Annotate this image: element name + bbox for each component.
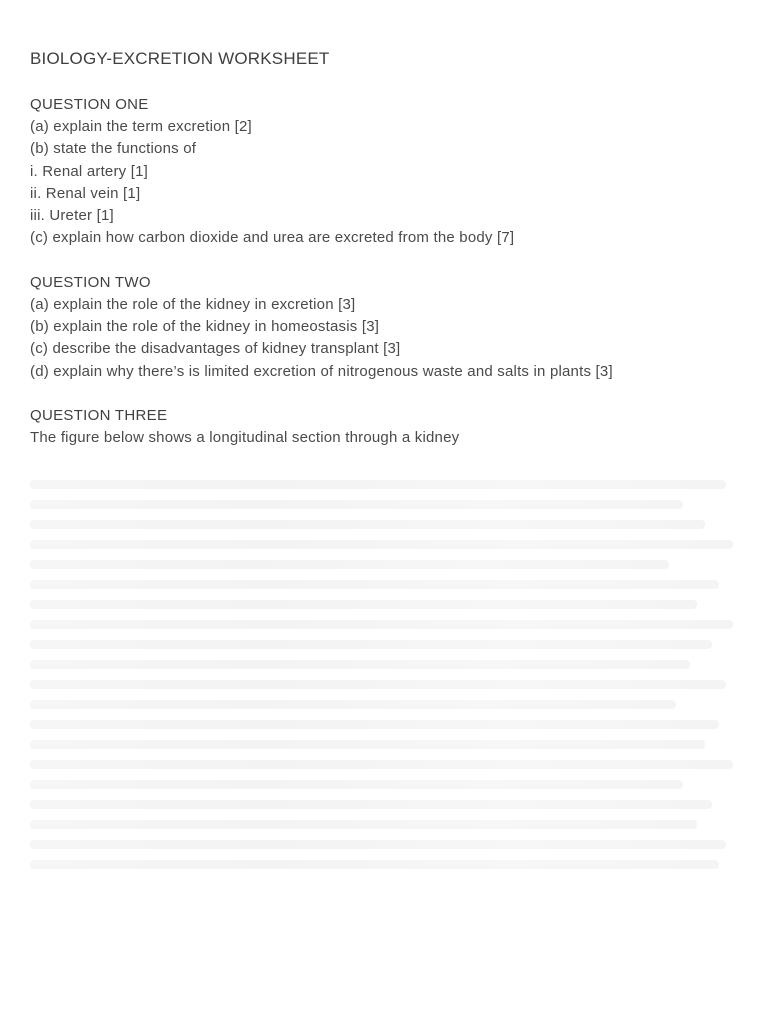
faded-text-line [30,600,697,609]
faded-text-line [30,580,719,589]
question-three-heading: QUESTION THREE [30,406,168,424]
faded-text-line [30,660,690,669]
question-two-heading: QUESTION TWO [30,273,151,291]
faded-text-line [30,540,733,549]
question-line: (b) explain the role of the kidney in homeostasis [3] [30,318,380,336]
question-line: iii. Ureter [1] [30,207,114,225]
faded-text-line [30,520,705,529]
worksheet-document [30,47,750,471]
question-line: (a) explain the role of the kidney in excretion [3] [30,295,356,313]
question-line: (a) explain the term excretion [2] [30,118,252,135]
faded-text-line [30,860,719,869]
faded-text-line [30,500,683,509]
faded-text-line [30,760,733,769]
question-line: i. Renal artery [1] [30,162,149,180]
faded-text-line [30,700,676,709]
question-one-section [30,94,750,250]
faded-background-text [30,480,740,910]
question-line: ii. Renal vein [1] [30,184,141,202]
faded-text-line [30,560,669,569]
question-line: (b) state the functions of [30,140,197,158]
question-line: The figure below shows a longitudinal section through a kidney [30,428,460,446]
faded-text-line [30,640,712,649]
faded-text-line [30,680,726,689]
question-two-section [30,272,750,383]
faded-text-line [30,740,705,749]
faded-text-line [30,840,726,849]
faded-text-line [30,480,726,489]
faded-text-line [30,820,697,829]
faded-text-line [30,800,712,809]
faded-text-line [30,720,719,729]
question-three-section [30,405,750,449]
question-one-heading: QUESTION ONE [30,96,149,113]
question-line: (c) explain how carbon dioxide and urea are excreted from the body [7] [30,229,515,247]
faded-text-line [30,780,683,789]
question-line: (d) explain why there’s is limited excretion of nitrogenous waste and salts in plants [3] [30,362,613,380]
document-title: BIOLOGY-EXCRETION WORKSHEET [30,49,330,68]
question-line: (c) describe the disadvantages of kidney transplant [3] [30,340,401,358]
faded-text-line [30,620,733,629]
